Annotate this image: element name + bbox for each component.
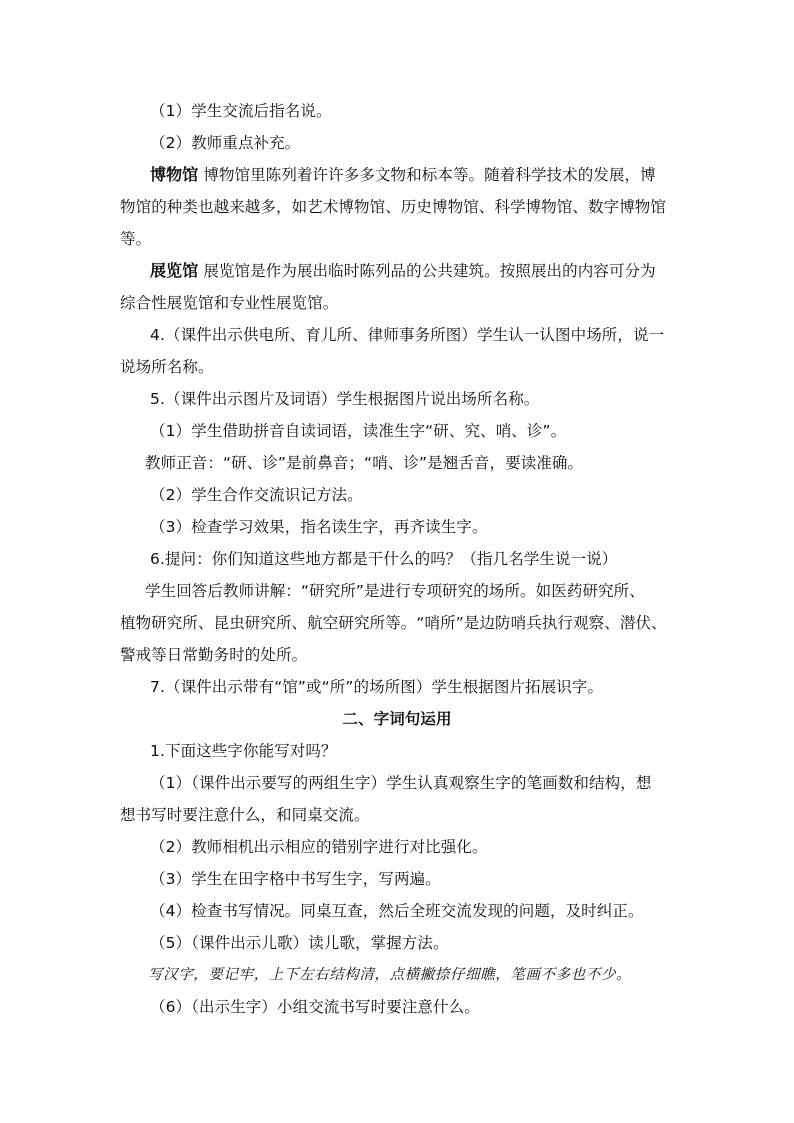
paragraph-line: 6.提问：你们知道这些地方都是干什么的吗？（指几名学生说一说） bbox=[150, 550, 618, 568]
exhibit-text: 展览馆是作为展出临时陈列品的公共建筑。按照展出的内容可分为 bbox=[203, 262, 656, 280]
paragraph-line: 等。 bbox=[120, 230, 152, 248]
paragraph-line: 1.下面这些字你能写对吗？ bbox=[150, 742, 337, 760]
section-heading: 二、字词句运用 bbox=[342, 710, 452, 728]
paragraph-line: 7.（课件出示带有“馆”或“所”的场所图）学生根据图片拓展识字。 bbox=[150, 678, 604, 696]
museum-term: 博物馆 bbox=[150, 165, 199, 184]
paragraph-line: 学生回答后教师讲解：“研究所”是进行专项研究的场所。如医药研究所、 bbox=[145, 582, 645, 600]
exhibit-term: 展览馆 bbox=[150, 261, 199, 280]
paragraph-line: （3）检查学习效果，指名读生字，再齐读生字。 bbox=[150, 518, 488, 536]
paragraph-line: 警戒等日常勤务时的处所。 bbox=[120, 646, 308, 664]
paragraph-line: 4.（课件出示供电所、育儿所、律师事务所图）学生认一认图中场所，说一 bbox=[150, 326, 665, 344]
rhyme-line: 写汉字，要记牢，上下左右结构清，点横撇捺仔细瞧，笔画不多也不少。 bbox=[148, 967, 632, 983]
paragraph-line: 想书写时要注意什么，和同桌交流。 bbox=[120, 806, 370, 824]
paragraph-line: 物馆的种类也越来越多，如艺术博物馆、历史博物馆、科学博物馆、数字博物馆 bbox=[120, 198, 667, 216]
paragraph-line: （3）学生在田字格中书写生字，写两遍。 bbox=[150, 870, 441, 888]
paragraph-line: （4）检查书写情况。同桌互查，然后全班交流发现的问题，及时纠正。 bbox=[150, 902, 644, 920]
paragraph-line: 5.（课件出示图片及词语）学生根据图片说出场所名称。 bbox=[150, 390, 540, 408]
museum-paragraph bbox=[0, 160, 794, 190]
paragraph-line: （2）教师相机出示相应的错别字进行对比强化。 bbox=[150, 838, 488, 856]
paragraph-line: （6）（出示生字）小组交流书写时要注意什么。 bbox=[150, 998, 480, 1016]
paragraph-line: 教师正音：“研、诊”是前鼻音；“哨、诊”是翘舌音，要读准确。 bbox=[145, 454, 584, 472]
paragraph-line: （1）学生交流后指名说。 bbox=[150, 102, 332, 120]
paragraph-line: （2）学生合作交流识记方法。 bbox=[150, 486, 363, 504]
paragraph-line: （2）教师重点补充。 bbox=[150, 134, 301, 152]
paragraph-line: 综合性展览馆和专业性展览馆。 bbox=[120, 294, 339, 312]
exhibit-paragraph bbox=[0, 256, 794, 286]
paragraph-line: 说场所名称。 bbox=[120, 358, 214, 376]
museum-text: 博物馆里陈列着许许多多文物和标本等。随着科学技术的发展，博 bbox=[203, 166, 656, 184]
paragraph-line: （1）（课件出示要写的两组生字）学生认真观察生字的笔画数和结构，想 bbox=[150, 774, 652, 792]
paragraph-line: 植物研究所、昆虫研究所、航空研究所等。“哨所”是边防哨兵执行观察、潜伏、 bbox=[120, 614, 667, 632]
paragraph-line: （1）学生借助拼音自读词语，读准生字“研、究、哨、诊”。 bbox=[150, 422, 567, 440]
paragraph-line: （5）（课件出示儿歌）读儿歌，掌握方法。 bbox=[150, 934, 449, 952]
